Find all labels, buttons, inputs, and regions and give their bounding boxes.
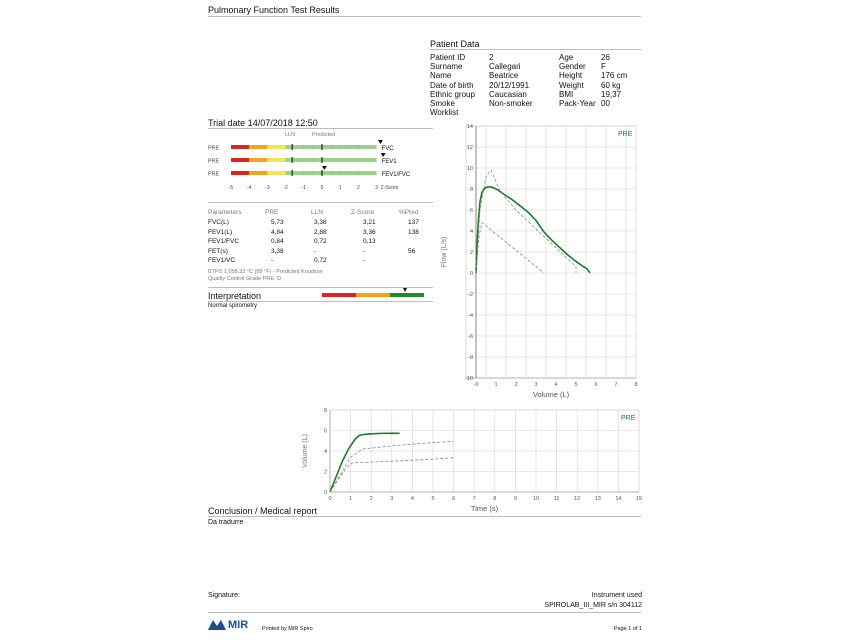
table-cell: 2,88 xyxy=(314,228,327,236)
zscale-tick: 0 xyxy=(320,185,324,191)
zscore-marker-icon xyxy=(322,166,327,170)
printed-by: Printed by MIR Spiro xyxy=(262,626,313,632)
instrument-label: Instrument used xyxy=(591,592,642,599)
title-divider xyxy=(208,16,641,17)
bar-pre-label: PRE xyxy=(208,145,220,152)
legend-label: PRE xyxy=(618,131,633,138)
y-tick-label: -6 xyxy=(468,334,473,340)
table-cell: - xyxy=(314,247,317,255)
x-tick-label: 2 xyxy=(514,382,518,388)
zscore-segment xyxy=(231,145,249,149)
conclusion-text: Da tradurre xyxy=(208,519,244,526)
conclusion-title: Conclusion / Medical report xyxy=(208,506,318,516)
patient-field-label: Weight xyxy=(559,80,584,90)
patient-field-value: Beatrice xyxy=(489,71,519,81)
y-axis-label: Volume (L) xyxy=(302,434,309,468)
patient-field-value: Caucasian xyxy=(489,89,527,99)
patient-field-label: BMI xyxy=(559,89,574,99)
x-tick-label: 13 xyxy=(594,496,601,502)
page-number: Page 1 of 1 xyxy=(613,626,642,632)
flow-volume-chart xyxy=(438,118,643,408)
patient-field-value: Callegari xyxy=(489,62,521,72)
x-tick-label: 1 xyxy=(349,496,353,502)
y-tick-label: 2 xyxy=(323,469,327,476)
patient-data-divider xyxy=(430,49,641,50)
patient-field-label: Smoke xyxy=(430,99,455,108)
x-tick-label: 7 xyxy=(472,496,476,502)
x-tick-label: 15 xyxy=(635,496,643,502)
zscale-tick: 1 xyxy=(338,185,342,191)
x-tick-label: 8 xyxy=(634,382,638,388)
x-tick-label: 7 xyxy=(614,382,618,388)
params-divider-top xyxy=(208,202,433,203)
zscale-tick: -4 xyxy=(246,185,252,191)
y-axis-label: Flow (L/s) xyxy=(441,236,448,268)
bar-param-label: FVC xyxy=(381,146,394,152)
table-cell: FVC(L) xyxy=(208,219,229,226)
table-cell: 0,84 xyxy=(271,238,284,245)
x-axis-label: Volume (L) xyxy=(532,390,570,399)
patient-field-label: Patient ID xyxy=(430,53,466,62)
table-cell: - xyxy=(363,247,366,255)
x-tick-label: 12 xyxy=(574,496,581,502)
patient-field-value: 26 xyxy=(601,53,610,62)
zscale-tick: 3 xyxy=(375,185,378,191)
y-tick-label: 6 xyxy=(469,208,473,214)
x-axis-label: Time (s) xyxy=(470,504,499,513)
signature-label: Signature: xyxy=(208,592,240,599)
patient-field-label: Ethnic group xyxy=(430,89,475,99)
y-tick-label: 4 xyxy=(469,229,473,235)
patient-field-value: 20/12/1991 xyxy=(489,80,530,90)
table-cell: 137 xyxy=(408,219,419,226)
table-cell: 4,84 xyxy=(271,228,284,236)
param-header-lln: LLN xyxy=(311,209,323,216)
footer-divider xyxy=(208,612,641,613)
x-tick-label: 4 xyxy=(410,496,414,502)
volume-time-chart xyxy=(300,403,645,513)
y-tick-label: 8 xyxy=(323,408,327,414)
table-cell: FEV1(L) xyxy=(208,228,233,236)
y-tick-label: 2 xyxy=(469,250,473,256)
patient-field-label: Name xyxy=(430,71,452,81)
patient-field-label: Gender xyxy=(559,62,586,72)
predicted-label: Predicted xyxy=(312,132,336,138)
zscale-tick: -5 xyxy=(228,185,234,191)
table-cell: 0,72 xyxy=(314,257,327,264)
table-cell: 138 xyxy=(408,228,419,236)
zscore-segment xyxy=(267,145,285,149)
zscore-marker-icon xyxy=(378,140,383,144)
interpretation-text: Normal spirometry xyxy=(208,303,258,309)
patient-field-value: 176 cm xyxy=(601,71,628,81)
x-tick-label: 2 xyxy=(369,496,373,502)
table-cell: - xyxy=(363,257,366,264)
interpretation-title: Interpretation xyxy=(208,291,262,301)
table-cell: 5,73 xyxy=(271,219,284,226)
interpretation-segment xyxy=(322,293,356,297)
x-tick-label: 10 xyxy=(532,496,540,502)
table-cell: 56 xyxy=(408,247,416,255)
zscore-segment xyxy=(249,158,267,162)
zscore-segment xyxy=(267,158,285,162)
zscale-tick: -1 xyxy=(301,185,307,191)
x-tick-label: 3 xyxy=(534,382,538,388)
patient-field-label: Worklist xyxy=(430,108,459,118)
y-tick-label: 4 xyxy=(323,449,327,455)
mir-logo-text: MIR xyxy=(228,619,249,631)
table-cell: FET(s) xyxy=(208,247,228,255)
table-cell: 3,38 xyxy=(314,219,327,226)
param-header-zscore: Z-Score xyxy=(351,209,375,216)
x-tick-label: -0 xyxy=(473,382,479,388)
bar-param-label: FEV1/FVC xyxy=(381,172,411,178)
zscore-segment xyxy=(249,145,267,149)
page-title: Pulmonary Function Test Results xyxy=(208,5,340,15)
x-tick-label: 1 xyxy=(494,382,498,388)
table-cell: 0,13 xyxy=(363,238,376,245)
patient-field-label: Pack-Year xyxy=(559,99,596,108)
table-row xyxy=(208,238,428,247)
y-tick-label: -4 xyxy=(468,313,473,319)
trial-date: Trial date 14/07/2018 12:50 xyxy=(208,118,318,128)
lln-label: LLN xyxy=(285,132,296,138)
patient-field-value: Non-smoker xyxy=(489,99,533,108)
params-header xyxy=(208,209,428,218)
params-divider-bottom xyxy=(208,287,433,288)
y-tick-label: 10 xyxy=(466,166,473,172)
param-header-name: Parameters xyxy=(208,209,242,216)
table-cell: FEV1/FVC xyxy=(208,238,240,245)
trial-divider xyxy=(208,128,433,129)
x-tick-label: 6 xyxy=(594,382,598,388)
table-cell: 3,21 xyxy=(363,219,376,226)
y-tick-label: 14 xyxy=(466,124,473,130)
zscale-tick: 2 xyxy=(357,185,360,191)
mir-logo-icon xyxy=(208,620,226,630)
instrument-value: SPIROLAB_III_MIR s/n 304112 xyxy=(544,602,642,609)
y-tick-label: 0 xyxy=(469,271,473,277)
zscore-bars xyxy=(205,138,435,196)
x-tick-label: 9 xyxy=(513,496,517,502)
param-header-pre: PRE xyxy=(265,209,279,216)
mir-logo xyxy=(208,619,248,631)
table-row xyxy=(208,257,428,266)
x-tick-label: 8 xyxy=(493,496,497,502)
x-tick-label: 5 xyxy=(431,496,435,502)
patient-field-label: Age xyxy=(559,53,574,62)
patient-field-value: 19,37 xyxy=(601,89,622,99)
x-tick-label: 4 xyxy=(554,382,558,388)
zscale-tick: -3 xyxy=(265,185,270,191)
interpretation-segment xyxy=(356,293,390,297)
patient-field-value: 00 xyxy=(601,99,610,108)
y-tick-label: 0 xyxy=(323,490,327,496)
interpretation-divider xyxy=(208,301,433,302)
zscore-segment xyxy=(231,171,249,175)
table-cell: FEV1/VC xyxy=(208,257,236,264)
y-tick-label: 6 xyxy=(323,428,327,435)
zscore-marker-icon xyxy=(381,153,386,157)
zscore-segment xyxy=(249,171,267,175)
x-tick-label: 6 xyxy=(452,496,456,502)
zscore-segment xyxy=(231,158,249,162)
patient-data-title: Patient Data xyxy=(430,39,480,49)
series-line-PRE xyxy=(330,433,400,492)
bar-param-label: FEV1 xyxy=(381,159,397,165)
zscale-label: Z-Score xyxy=(380,185,399,191)
bar-pre-label: PRE xyxy=(208,171,220,178)
table-row xyxy=(208,248,428,257)
patient-field-label: Height xyxy=(559,71,583,81)
patient-field-label: Surname xyxy=(430,62,463,72)
table-cell: - xyxy=(271,257,274,264)
y-tick-label: -10 xyxy=(465,376,473,382)
table-cell: 3,36 xyxy=(363,228,376,236)
patient-field-value: F xyxy=(601,62,606,72)
bar-pre-label: PRE xyxy=(208,158,220,165)
x-tick-label: 14 xyxy=(615,496,622,502)
y-tick-label: 12 xyxy=(466,145,473,151)
patient-field-value: 60 kg xyxy=(601,80,621,90)
patient-field-label: Date of birth xyxy=(430,80,474,90)
y-tick-label: -2 xyxy=(468,292,473,298)
param-header-pred: %Pred xyxy=(399,209,419,216)
x-tick-label: 5 xyxy=(574,382,578,388)
table-row xyxy=(208,219,428,228)
table-row xyxy=(208,229,428,238)
interpretation-bar xyxy=(322,293,424,297)
series-line-PRE xyxy=(476,187,590,273)
zscore-segment xyxy=(267,171,285,175)
interpretation-marker-icon xyxy=(403,288,407,292)
quality-note: Quality Control Grade PRE: D xyxy=(208,276,282,282)
btps-note: BTPS 1,058.32 °C (89 °F) - Predicted Knudson xyxy=(208,269,323,275)
y-tick-label: -8 xyxy=(468,355,473,361)
interpretation-segment xyxy=(390,293,424,297)
table-cell: 3,38 xyxy=(271,247,284,255)
x-tick-label: 0 xyxy=(328,496,332,502)
legend-label: PRE xyxy=(621,415,636,422)
zscale-tick: -2 xyxy=(283,185,288,191)
patient-field-value: 2 xyxy=(489,53,494,62)
x-tick-label: 3 xyxy=(390,496,394,502)
x-tick-label: 11 xyxy=(553,496,560,502)
y-tick-label: 8 xyxy=(469,187,473,193)
conclusion-divider xyxy=(208,516,641,517)
table-cell: 0,72 xyxy=(314,238,327,245)
